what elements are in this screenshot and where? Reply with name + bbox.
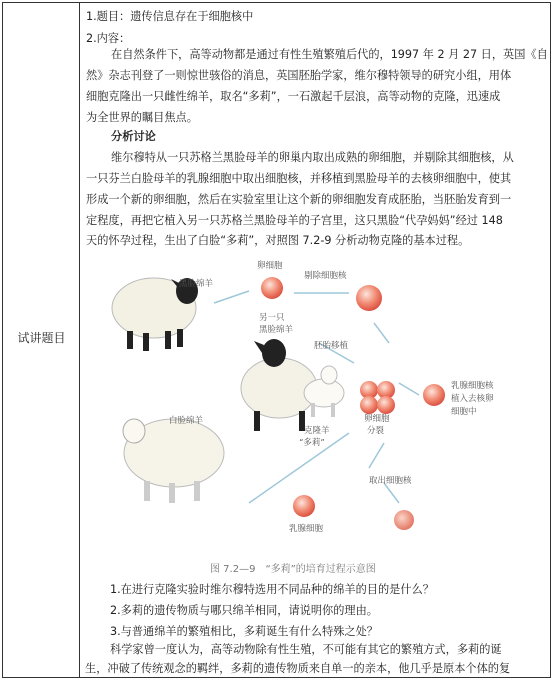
label-take-nucleus: 取出细胞核 bbox=[369, 476, 412, 486]
paragraph-line: 科学家曾一度认为，高等动物除有性生殖，不可能有其它的繁殖方式，多莉的诞 bbox=[110, 643, 502, 656]
paragraph-line: 为全世界的瞩目焦点。 bbox=[86, 111, 198, 124]
label-mammary: 乳腺细胞 bbox=[289, 524, 324, 534]
enucleated-egg-icon bbox=[356, 285, 382, 311]
topic-title: 1.题目：遗传信息存在于细胞核中 bbox=[86, 10, 254, 23]
label-white-face: 白脸绵羊 bbox=[169, 416, 204, 426]
question-item: 2.多莉的遗传物质与哪只绵羊相同，请说明你的理由。 bbox=[110, 604, 378, 617]
cloning-diagram bbox=[99, 253, 549, 553]
paragraph-line: 天的怀孕过程，生出了白脸“多莉”，对照图 7.2-9 分析动物克隆的基本过程。 bbox=[86, 234, 470, 247]
label-dolly: “多莉” bbox=[299, 438, 325, 448]
paragraph-line: 在自然条件下，高等动物都是通过有性生殖繁殖后代的，1997 年 2 月 27 日，英国《自 bbox=[111, 48, 548, 61]
dividing-cell-icon bbox=[360, 381, 395, 414]
surrogate-sheep-illustration bbox=[241, 339, 317, 431]
fused-cell-icon bbox=[423, 384, 445, 406]
paragraph-line: 维尔穆特从一只苏格兰黑脸母羊的卵巢内取出成熟的卵细胞，并剔除其细胞核，从 bbox=[111, 151, 514, 164]
lesson-table bbox=[2, 2, 551, 678]
figure-caption: 图 7.2—9 “多莉”的培育过程示意图 bbox=[210, 564, 376, 575]
paragraph-line: 形成一个新的卵细胞，然后在实验室里让这个新的卵细胞发育成胚胎，当胚胎发育到一 bbox=[86, 193, 512, 206]
label-implant-2: 植入去核卵 bbox=[451, 394, 494, 404]
cloning-diagram-svg bbox=[99, 253, 549, 553]
section-heading: 分析讨论 bbox=[111, 130, 156, 143]
label-embryo-transplant: 胚胎移植 bbox=[314, 341, 349, 351]
label-black-face: 黑脸绵羊 bbox=[179, 279, 214, 289]
label-egg-division: 卵细胞 bbox=[364, 414, 390, 424]
label-egg-division-2: 分裂 bbox=[367, 426, 385, 436]
left-column bbox=[3, 3, 80, 677]
paragraph-line: 定程度，再把它植入另一只苏格兰黑脸母羊的子宫里，这只黑脸“代孕妈妈”经过 148 bbox=[86, 214, 503, 227]
paragraph-line: 生，冲破了传统观念的羁绊，多莉的遗传物质来自单一的亲本，他几乎是原本个体的复 bbox=[85, 662, 511, 675]
egg-cell-icon bbox=[261, 277, 283, 299]
paragraph-line: 一只芬兰白脸母羊的乳腺细胞中取出细胞核，并移植到黑脸母羊的去核卵细胞中，使其 bbox=[86, 172, 512, 185]
mammary-cell-icon bbox=[293, 495, 315, 517]
paragraph-line: 然》杂志刊登了一则惊世骇俗的消息，英国胚胎学家，维尔穆特领导的研究小组，用体 bbox=[86, 69, 512, 82]
label-egg-cell: 卵细胞 bbox=[257, 261, 283, 271]
white-face-sheep-illustration bbox=[123, 419, 224, 503]
paragraph-line: 细胞克隆出一只雌性绵羊，取名“多莉”，一石激起千层浪，高等动物的克隆，迅速成 bbox=[86, 90, 501, 103]
label-implant: 乳腺细胞核 bbox=[451, 381, 494, 391]
nucleus-icon bbox=[394, 510, 414, 530]
label-implant-3: 细胞中 bbox=[451, 407, 477, 417]
label-another-black-2: 黑脸绵羊 bbox=[259, 325, 294, 335]
label-remove-nucleus: 剔除细胞核 bbox=[304, 271, 347, 281]
label-another-black: 另一只 bbox=[259, 313, 285, 323]
label-cloned: 克隆羊 bbox=[304, 426, 330, 436]
question-item: 1.在进行克隆实验时维尔穆特选用不同品种的绵羊的目的是什么？ bbox=[110, 583, 434, 596]
row-label: 试讲题目 bbox=[17, 331, 66, 345]
content-label: 2.内容： bbox=[86, 32, 131, 45]
question-item: 3.与普通绵羊的繁殖相比，多莉诞生有什么特殊之处？ bbox=[110, 625, 378, 638]
